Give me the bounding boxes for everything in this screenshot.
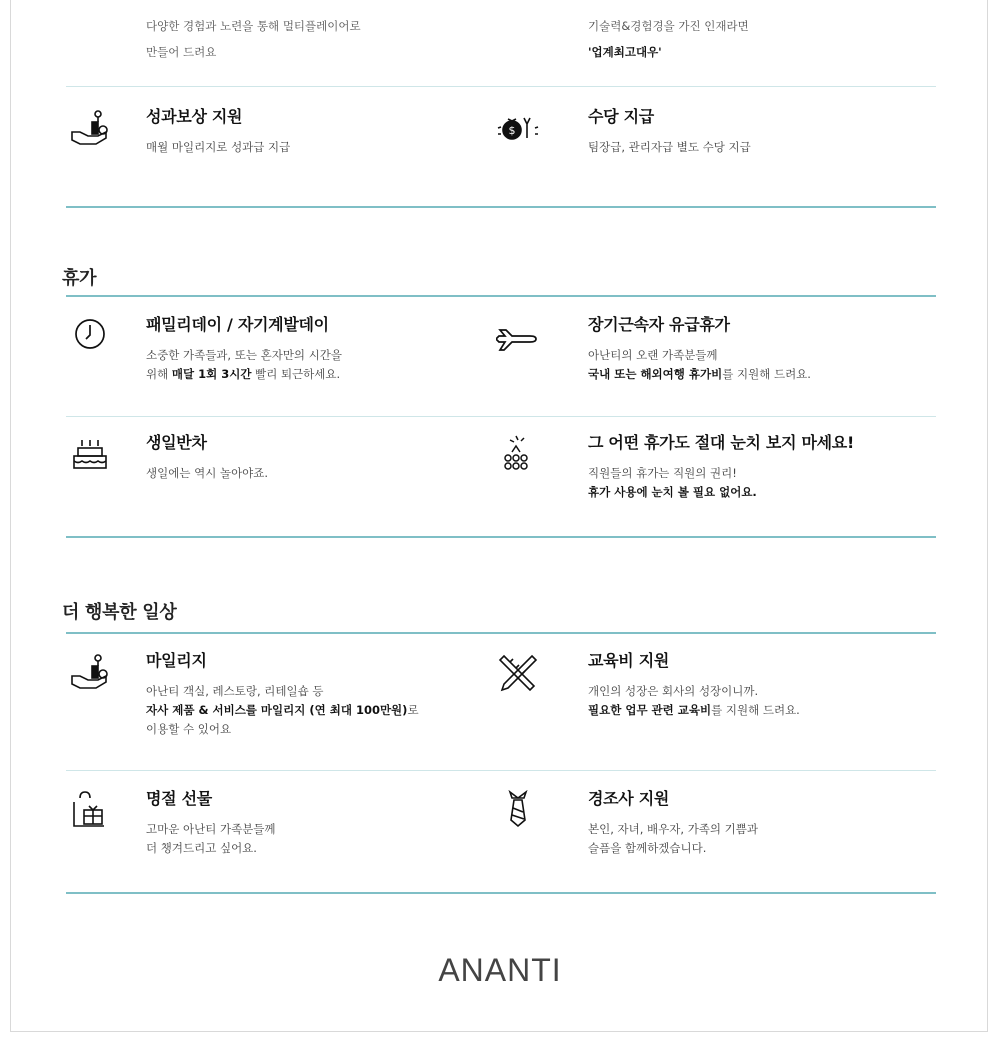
benefit-title: 패밀리데이 / 자기계발데이 xyxy=(146,315,329,334)
people-celebrate-icon xyxy=(496,434,540,474)
benefit-desc: 아난티의 오랜 가족분들께 국내 또는 해외여행 휴가비를 지원해 드려요. xyxy=(588,348,811,381)
divider xyxy=(66,770,936,771)
ananti-logo: ANANTI xyxy=(438,952,562,988)
divider xyxy=(66,86,936,87)
divider xyxy=(66,416,936,417)
benefit-desc: 직원들의 휴가는 직원의 권리! 휴가 사용에 눈치 볼 필요 없어요. xyxy=(588,466,757,499)
airplane-icon xyxy=(496,316,540,356)
section-title-daily-life: 더 행복한 일상 xyxy=(62,602,177,623)
benefit-title: 생일반차 xyxy=(146,433,207,452)
section-divider xyxy=(66,892,936,894)
birthday-cake-icon xyxy=(68,434,112,474)
section-divider xyxy=(66,536,936,538)
cut-text-left: 다양한 경험과 노련을 통해 멀티플레이어로 만들어 드려요 xyxy=(146,19,361,59)
benefit-title: 명절 선물 xyxy=(146,789,212,808)
money-bag-icon xyxy=(496,108,540,148)
benefit-desc: 생일에는 역시 놀아야죠. xyxy=(146,466,269,480)
benefit-title: 경조사 지원 xyxy=(588,789,670,808)
cut-text-right: 기술력&경험경을 가진 인재라면 '업계최고대우' xyxy=(588,19,749,59)
section-divider xyxy=(66,632,936,634)
benefit-desc: 소중한 가족들과, 또는 혼자만의 시간을 위해 매달 1회 3시간 빨리 퇴근하세요. xyxy=(146,348,343,381)
benefit-title: 장기근속자 유급휴가 xyxy=(588,315,730,334)
section-title-vacation: 휴가 xyxy=(62,268,97,289)
hand-money-icon xyxy=(68,108,112,148)
benefit-title: 교육비 지원 xyxy=(588,651,670,670)
ruler-pencil-icon xyxy=(496,652,540,692)
benefit-title: 그 어떤 휴가도 절대 눈치 보지 마세요! xyxy=(588,433,854,452)
benefit-desc: 매월 마일리지로 성과급 지급 xyxy=(146,140,291,154)
benefit-desc: 팀장급, 관리자급 별도 수당 지급 xyxy=(588,140,751,154)
section-divider xyxy=(66,206,936,208)
benefit-desc: 고마운 아난티 가족분들께 더 챙겨드리고 싶어요. xyxy=(146,822,276,855)
benefit-title: 성과보상 지원 xyxy=(146,107,243,126)
necktie-icon xyxy=(496,790,540,830)
hand-money-icon xyxy=(68,652,112,692)
section-divider xyxy=(66,295,936,297)
benefit-desc: 아난티 객실, 레스토랑, 리테일숍 등 자사 제품 & 서비스를 마일리지 (연 최대 100만원)로 이용할 수 있어요 xyxy=(146,684,419,736)
gift-bag-icon xyxy=(68,790,112,830)
benefit-desc: 개인의 성장은 회사의 성장이니까. 필요한 업무 관련 교육비를 지원해 드려요. xyxy=(588,684,800,717)
clock-icon xyxy=(68,316,112,356)
benefit-title: 마일리지 xyxy=(146,651,207,670)
benefit-title: 수당 지급 xyxy=(588,107,654,126)
benefit-desc: 본인, 자녀, 배우자, 가족의 기쁨과 슬픔을 함께하겠습니다. xyxy=(588,822,759,855)
svg-text:$: $ xyxy=(508,124,516,137)
